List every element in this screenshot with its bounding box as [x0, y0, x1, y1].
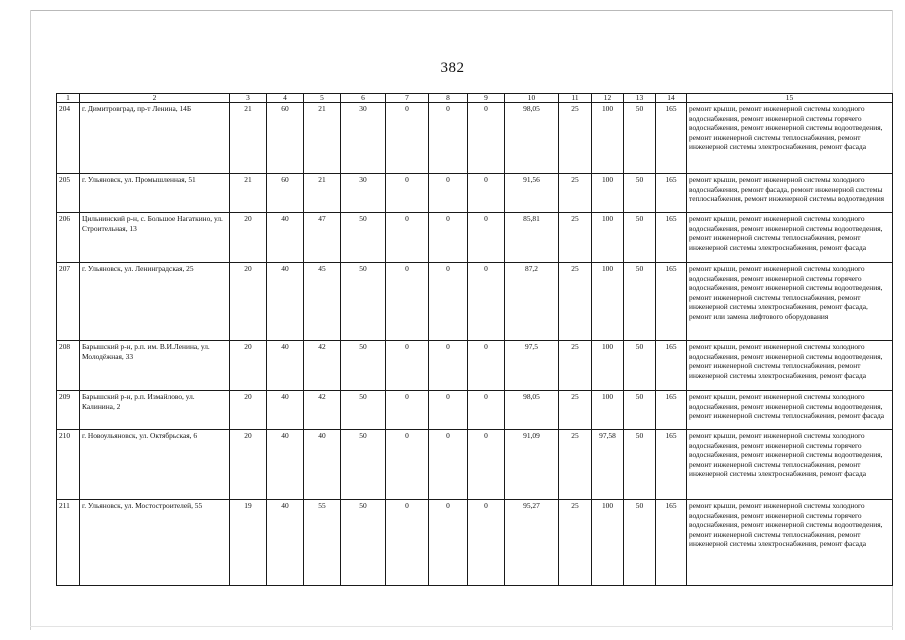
value-cell: 21 [230, 174, 267, 213]
value-cell: 100 [592, 263, 624, 341]
column-header: 4 [267, 94, 304, 103]
address-cell: г. Ульяновск, ул. Промышленная, 51 [80, 174, 230, 213]
column-header: 7 [386, 94, 429, 103]
repair-program-table [56, 93, 893, 586]
value-cell: 100 [592, 174, 624, 213]
value-cell: 165 [656, 213, 687, 263]
value-cell: 21 [230, 103, 267, 174]
value-cell: 0 [386, 263, 429, 341]
row-number: 207 [57, 263, 80, 341]
value-cell: 55 [304, 500, 341, 586]
value-cell: 20 [230, 341, 267, 391]
value-cell: 50 [624, 263, 656, 341]
value-cell: 60 [267, 174, 304, 213]
value-cell: 0 [386, 103, 429, 174]
value-cell: 165 [656, 341, 687, 391]
value-cell: 0 [429, 103, 468, 174]
value-cell: 40 [267, 213, 304, 263]
table-row [57, 263, 893, 341]
column-header: 11 [559, 94, 592, 103]
value-cell: 25 [559, 213, 592, 263]
column-header: 8 [429, 94, 468, 103]
column-header: 5 [304, 94, 341, 103]
header-row [57, 94, 893, 103]
value-cell: 25 [559, 430, 592, 500]
value-cell: 0 [429, 500, 468, 586]
value-cell: 0 [386, 213, 429, 263]
value-cell: 30 [341, 174, 386, 213]
value-cell: 165 [656, 174, 687, 213]
works-cell: ремонт крыши, ремонт инженерной системы холодного водоснабжения, ремонт инженерной системы горячего водоснабжения, ремонт инженерной системы водоотведения, ремонт инженерной системы теплоснабжения, ремонт инженерной системы электроснабжения, ремонт фасада [687, 500, 893, 586]
address-cell: Цильнинский р-н, с. Большое Нагаткино, ул. Строительная, 13 [80, 213, 230, 263]
value-cell: 0 [468, 500, 505, 586]
value-cell: 100 [592, 341, 624, 391]
value-cell: 40 [304, 430, 341, 500]
value-cell: 85,81 [505, 213, 559, 263]
value-cell: 60 [267, 103, 304, 174]
value-cell: 0 [468, 430, 505, 500]
value-cell: 40 [267, 263, 304, 341]
row-number: 208 [57, 341, 80, 391]
column-header: 3 [230, 94, 267, 103]
value-cell: 0 [468, 263, 505, 341]
column-header: 12 [592, 94, 624, 103]
value-cell: 100 [592, 103, 624, 174]
column-header: 9 [468, 94, 505, 103]
value-cell: 0 [468, 213, 505, 263]
row-number: 211 [57, 500, 80, 586]
value-cell: 0 [386, 341, 429, 391]
table-row [57, 174, 893, 213]
works-cell: ремонт крыши, ремонт инженерной системы холодного водоснабжения, ремонт инженерной системы водоотведения, ремонт инженерной системы теплоснабжения, ремонт инженерной системы электроснабжения, ремонт фасада [687, 341, 893, 391]
value-cell: 165 [656, 430, 687, 500]
value-cell: 87,2 [505, 263, 559, 341]
value-cell: 50 [341, 213, 386, 263]
value-cell: 50 [341, 500, 386, 586]
row-number: 209 [57, 391, 80, 430]
column-header: 1 [57, 94, 80, 103]
address-cell: г. Ульяновск, ул. Мостостроителей, 55 [80, 500, 230, 586]
table-row [57, 103, 893, 174]
value-cell: 165 [656, 391, 687, 430]
works-cell: ремонт крыши, ремонт инженерной системы холодного водоснабжения, ремонт инженерной системы горячего водоснабжения, ремонт инженерной системы водоотведения, ремонт инженерной системы теплоснабжения, ремонт инженерной системы электроснабжения, ремонт фасада, ремонт или замена лифтового оборудования [687, 263, 893, 341]
value-cell: 50 [341, 430, 386, 500]
value-cell: 21 [304, 174, 341, 213]
value-cell: 40 [267, 500, 304, 586]
column-header: 14 [656, 94, 687, 103]
row-number: 205 [57, 174, 80, 213]
value-cell: 100 [592, 213, 624, 263]
value-cell: 50 [624, 341, 656, 391]
table-row [57, 213, 893, 263]
value-cell: 0 [429, 391, 468, 430]
value-cell: 40 [267, 341, 304, 391]
value-cell: 20 [230, 430, 267, 500]
value-cell: 95,27 [505, 500, 559, 586]
value-cell: 0 [468, 174, 505, 213]
value-cell: 0 [468, 341, 505, 391]
value-cell: 91,09 [505, 430, 559, 500]
value-cell: 50 [341, 341, 386, 391]
value-cell: 0 [468, 103, 505, 174]
address-cell: г. Димитровград, пр-т Ленина, 14Б [80, 103, 230, 174]
value-cell: 40 [267, 430, 304, 500]
works-cell: ремонт крыши, ремонт инженерной системы холодного водоснабжения, ремонт фасада, ремонт инженерной системы теплоснабжения, ремонт инженерной системы водоотведения [687, 174, 893, 213]
value-cell: 25 [559, 103, 592, 174]
value-cell: 25 [559, 174, 592, 213]
value-cell: 0 [468, 391, 505, 430]
value-cell: 50 [624, 500, 656, 586]
works-cell: ремонт крыши, ремонт инженерной системы холодного водоснабжения, ремонт инженерной системы горячего водоснабжения, ремонт инженерной системы водоотведения, ремонт инженерной системы теплоснабжения, ремонт инженерной системы электроснабжения, ремонт фасада [687, 430, 893, 500]
value-cell: 50 [341, 391, 386, 430]
scan-border-bottom [30, 626, 893, 627]
value-cell: 165 [656, 103, 687, 174]
value-cell: 97,58 [592, 430, 624, 500]
address-cell: Барышский р-н, р.п. им. В.И.Ленина, ул. Молодёжная, 33 [80, 341, 230, 391]
value-cell: 21 [304, 103, 341, 174]
value-cell: 0 [429, 174, 468, 213]
column-header: 2 [80, 94, 230, 103]
address-cell: г. Новоульяновск, ул. Октябрьская, 6 [80, 430, 230, 500]
table-row [57, 391, 893, 430]
value-cell: 165 [656, 500, 687, 586]
value-cell: 0 [386, 430, 429, 500]
value-cell: 42 [304, 391, 341, 430]
value-cell: 50 [341, 263, 386, 341]
column-header: 10 [505, 94, 559, 103]
row-number: 204 [57, 103, 80, 174]
works-cell: ремонт крыши, ремонт инженерной системы холодного водоснабжения, ремонт инженерной системы водоотведения, ремонт инженерной системы теплоснабжения, ремонт инженерной системы электроснабжения, ремонт фасада [687, 213, 893, 263]
value-cell: 25 [559, 500, 592, 586]
value-cell: 50 [624, 391, 656, 430]
table-row [57, 341, 893, 391]
value-cell: 98,05 [505, 391, 559, 430]
value-cell: 0 [429, 341, 468, 391]
value-cell: 0 [386, 174, 429, 213]
value-cell: 25 [559, 391, 592, 430]
column-header: 13 [624, 94, 656, 103]
value-cell: 42 [304, 341, 341, 391]
value-cell: 0 [386, 500, 429, 586]
row-number: 210 [57, 430, 80, 500]
column-header: 6 [341, 94, 386, 103]
value-cell: 98,05 [505, 103, 559, 174]
row-number: 206 [57, 213, 80, 263]
value-cell: 0 [386, 391, 429, 430]
address-cell: г. Ульяновск, ул. Ленинградская, 25 [80, 263, 230, 341]
value-cell: 50 [624, 430, 656, 500]
value-cell: 47 [304, 213, 341, 263]
value-cell: 100 [592, 391, 624, 430]
table-row [57, 500, 893, 586]
table-row [57, 430, 893, 500]
value-cell: 20 [230, 213, 267, 263]
value-cell: 97,5 [505, 341, 559, 391]
works-cell: ремонт крыши, ремонт инженерной системы холодного водоснабжения, ремонт инженерной системы водоотведения, ремонт инженерной системы теплоснабжения, ремонт фасада [687, 391, 893, 430]
value-cell: 25 [559, 263, 592, 341]
value-cell: 0 [429, 430, 468, 500]
value-cell: 165 [656, 263, 687, 341]
page-number: 382 [440, 60, 465, 76]
value-cell: 25 [559, 341, 592, 391]
value-cell: 40 [267, 391, 304, 430]
works-cell: ремонт крыши, ремонт инженерной системы холодного водоснабжения, ремонт инженерной системы горячего водоснабжения, ремонт инженерной системы водоотведения, ремонт инженерной системы теплоснабжения, ремонт инженерной системы электроснабжения, ремонт фасада [687, 103, 893, 174]
value-cell: 91,56 [505, 174, 559, 213]
value-cell: 30 [341, 103, 386, 174]
value-cell: 20 [230, 263, 267, 341]
value-cell: 100 [592, 500, 624, 586]
value-cell: 0 [429, 213, 468, 263]
scan-border-left [30, 10, 31, 630]
column-header: 15 [687, 94, 893, 103]
value-cell: 50 [624, 174, 656, 213]
address-cell: Барышский р-н, р.п. Измайлово, ул. Калинина, 2 [80, 391, 230, 430]
scan-border-top [30, 10, 893, 11]
value-cell: 0 [429, 263, 468, 341]
value-cell: 45 [304, 263, 341, 341]
value-cell: 50 [624, 103, 656, 174]
value-cell: 50 [624, 213, 656, 263]
value-cell: 20 [230, 391, 267, 430]
value-cell: 19 [230, 500, 267, 586]
